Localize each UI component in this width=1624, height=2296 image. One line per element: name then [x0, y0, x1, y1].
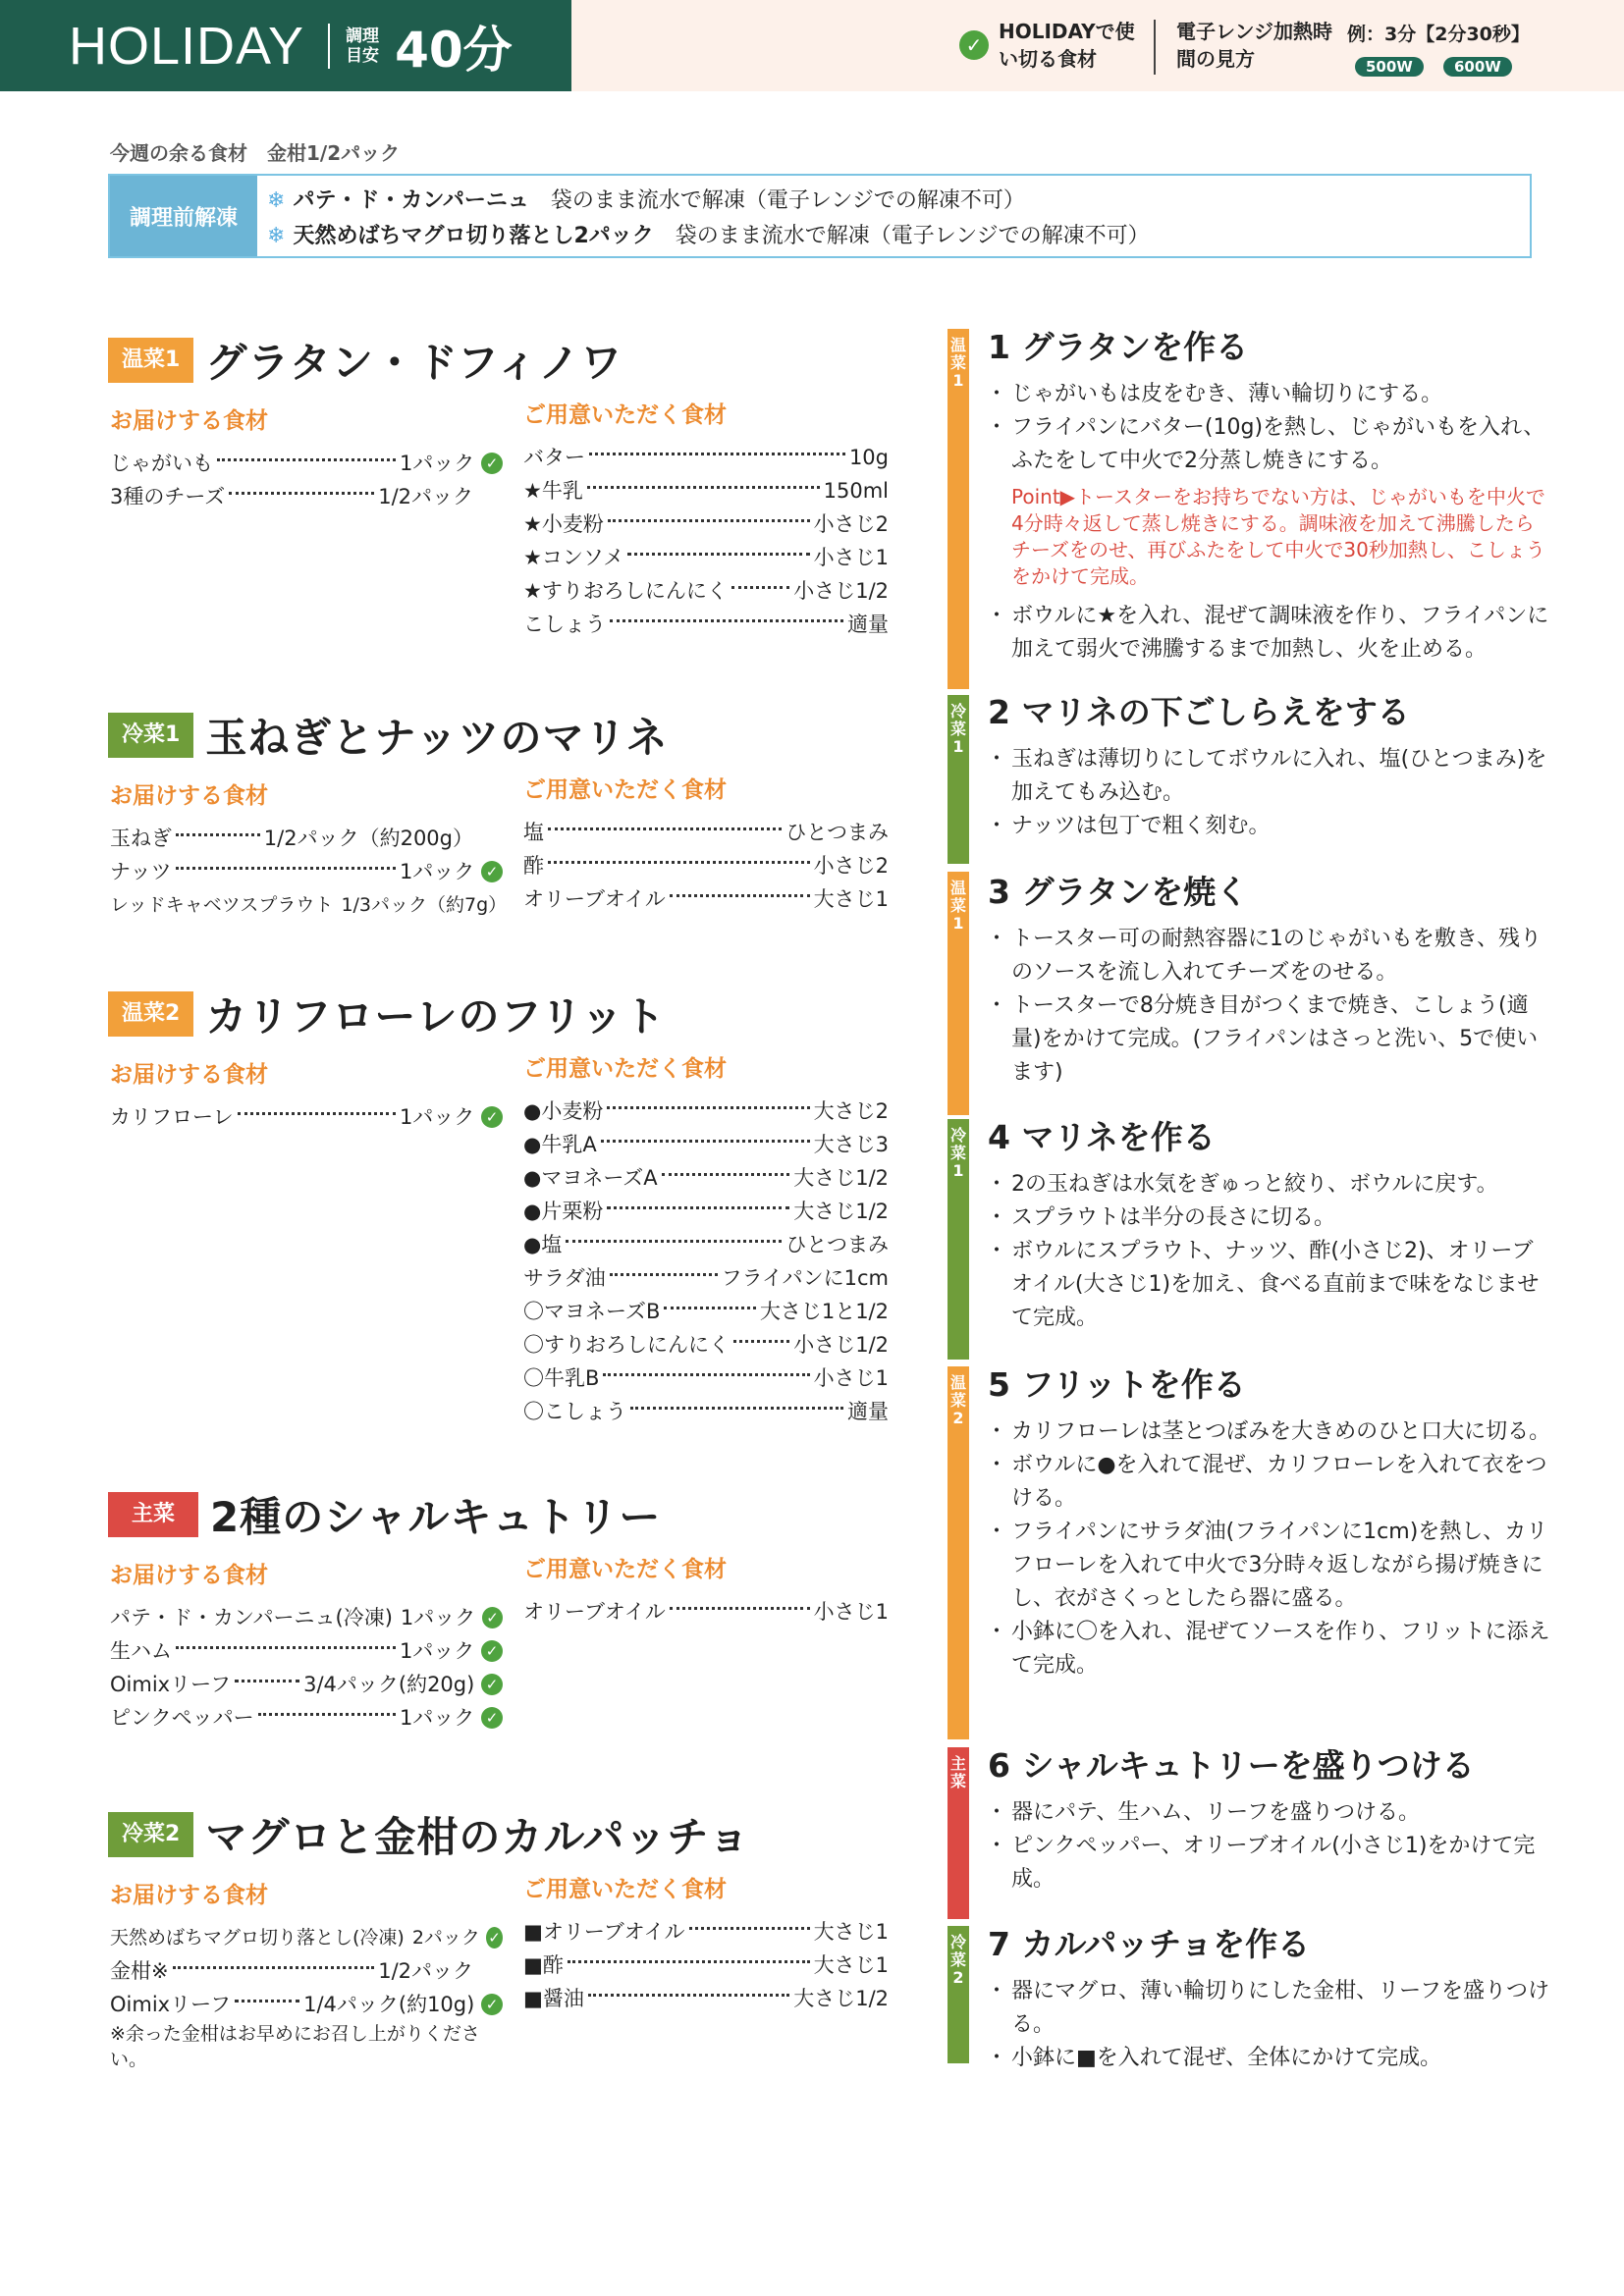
ingredient-name: レッドキャベツスプラウト — [110, 894, 334, 916]
step-item: ・ 2の玉ねぎは水気をぎゅっと絞り、ボウルに戻す。 — [988, 1168, 1552, 1201]
ingredient-qty: 2パック — [411, 1927, 480, 1949]
prepared-list — [523, 1050, 889, 1428]
legend-divider — [1154, 20, 1156, 75]
ingredient-qty: 小さじ2 — [813, 512, 889, 536]
ingredient-name: 酢 — [523, 854, 544, 878]
prepared-heading: ご用意いただく食材 — [523, 1056, 727, 1082]
thaw-row — [267, 219, 1150, 249]
ingredient-name: Oimixリーフ — [110, 1673, 232, 1696]
check-icon: ✓ — [481, 1106, 503, 1128]
check-icon: ✓ — [481, 1994, 503, 2015]
step-bar-label: 温菜1 — [949, 336, 966, 390]
ingredient-name: ●牛乳A — [523, 1133, 597, 1156]
cooking-time: 40分 — [395, 21, 513, 79]
step-bar-label: 温菜1 — [949, 879, 966, 933]
step-item: ・ フライパンにサラダ油(フライパンに1cm)を熱し、カリフローレを入れて中火で3分時々返しながら揚げ焼きにし、衣がさくっとしたら器に盛る。 — [988, 1516, 1552, 1616]
ingredient-name: ★牛乳 — [523, 479, 583, 503]
prepared-heading: ご用意いただく食材 — [523, 1557, 727, 1582]
check-icon: ✓ — [481, 453, 503, 474]
leftover-ingredients: 今週の余る食材 金柑1/2パック — [110, 141, 401, 165]
recipe-title: グラタン・ドフィノワ — [205, 339, 623, 387]
recipe-header — [108, 989, 893, 1039]
check-icon: ✓ — [486, 1927, 503, 1949]
ingredient-name: ●片栗粉 — [523, 1200, 604, 1223]
ingredient-row — [110, 1634, 503, 1668]
step-4 — [988, 1112, 1552, 1335]
step-bar-label: 温菜2 — [949, 1373, 966, 1427]
ingredient-name: 塩 — [523, 821, 544, 844]
ingredient-name: 〇こしょう — [523, 1400, 626, 1423]
ingredient-row — [523, 849, 889, 882]
ingredient-row — [110, 480, 473, 513]
ingredient-name: 玉ねぎ — [110, 827, 172, 850]
ingredient-qty: 1パック — [399, 1105, 475, 1129]
step-title: 7 カルパッチョを作る — [988, 1925, 1311, 1963]
ingredient-name: 3種のチーズ — [110, 485, 226, 508]
ingredient-name: ★小麦粉 — [523, 512, 604, 536]
dish-badge: 温菜1 — [108, 338, 193, 383]
delivered-list — [110, 1877, 503, 2072]
ingredient-row — [523, 1982, 889, 2015]
thaw-tag: 調理前解凍 — [110, 176, 257, 256]
ingredient-qty: 1/3パック（約7g） — [341, 894, 508, 916]
step-item: ・ トースター可の耐熱容器に1のじゃがいもを敷き、残りのソースを流し入れてチーズをのせる。 — [988, 923, 1552, 989]
check-icon: ✓ — [959, 30, 989, 60]
ingredient-qty: 大さじ3 — [813, 1133, 889, 1156]
ingredient-qty: 150ml — [823, 479, 889, 503]
ingredient-name: ■醤油 — [523, 1987, 584, 2010]
ingredient-name: カリフローレ — [110, 1105, 234, 1129]
ingredient-row — [523, 882, 889, 916]
recipe-title: カリフローレのフリット — [205, 992, 667, 1041]
step-item: ・ 小鉢に■を入れて混ぜ、全体にかけて完成。 — [988, 2042, 1552, 2075]
ingredient-qty: 小さじ1/2 — [793, 579, 889, 603]
step-3 — [988, 867, 1552, 1090]
ingredient-name: 生ハム — [110, 1639, 172, 1663]
ingredient-qty: 小さじ1 — [813, 546, 889, 569]
ingredient-qty: 1パック — [399, 860, 475, 883]
step-item: ・ ピンクペッパー、オリーブオイル(小さじ1)をかけて完成。 — [988, 1830, 1552, 1896]
ingredient-row — [110, 1668, 503, 1701]
step-bar-cold2 — [947, 1926, 969, 2063]
prepared-heading: ご用意いただく食材 — [523, 1877, 727, 1902]
ingredient-qty: 3/4パック(約20g) — [303, 1673, 475, 1696]
dish-badge: 冷菜2 — [108, 1812, 193, 1857]
ingredient-name: サラダ油 — [523, 1266, 606, 1290]
ingredient-row — [110, 888, 508, 922]
dish-badge: 主菜 — [108, 1492, 198, 1537]
ingredient-qty: 1パック — [399, 1639, 475, 1663]
delivered-heading: お届けする食材 — [110, 783, 268, 809]
ingredient-qty: ひとつまみ — [785, 1233, 889, 1256]
legend-use-up — [959, 18, 1136, 73]
ingredient-qty: 大さじ1/2 — [793, 1200, 889, 1223]
step-7 — [988, 1919, 1552, 2075]
ingredient-row — [110, 1701, 503, 1735]
step-item: ・ じゃがいもは皮をむき、薄い輪切りにする。 — [988, 378, 1552, 411]
check-icon: ✓ — [481, 1674, 503, 1695]
ingredient-name: ■オリーブオイル — [523, 1920, 685, 1944]
ingredient-qty: フライパンに1cm — [721, 1266, 889, 1290]
thaw-row — [267, 184, 1025, 214]
ingredient-row — [523, 574, 889, 608]
step-bar-cold1 — [947, 695, 969, 864]
ingredient-name: 天然めばちマグロ切り落とし(冷凍) — [110, 1927, 405, 1949]
check-icon: ✓ — [481, 1640, 503, 1662]
ingredient-row — [523, 1949, 889, 1982]
step-item: ・ ボウルにスプラウト、ナッツ、酢(小さじ2)、オリーブオイル(大さじ1)を加え、食べる直前まで味をなじませて完成。 — [988, 1235, 1552, 1335]
dish-badge: 温菜2 — [108, 991, 193, 1037]
recipe-title: マグロと金柑のカルパッチョ — [205, 1813, 751, 1861]
step-title: 1 グラタンを作る — [988, 328, 1249, 366]
ingredient-name: Oimixリーフ — [110, 1993, 232, 2016]
legend-microwave-text: 電子レンジ加熱時間の見方 — [1176, 20, 1332, 71]
delivered-heading: お届けする食材 — [110, 1883, 268, 1908]
step-item: ・ カリフローレは茎とつぼみを大きめのひと口大に切る。 — [988, 1415, 1552, 1449]
ingredient-row — [110, 1921, 503, 1954]
ingredient-row — [110, 1988, 503, 2021]
ingredient-row — [523, 1595, 889, 1629]
ingredient-row — [523, 1128, 889, 1161]
ingredient-name: オリーブオイル — [523, 887, 666, 911]
step-bar-hot1 — [947, 329, 969, 689]
ingredient-name: こしょう — [523, 613, 606, 636]
time-label: 調理目安 — [346, 26, 380, 66]
prepared-list — [523, 397, 889, 641]
ingredient-qty: 大さじ1 — [813, 1920, 889, 1944]
ingredient-name: ●マヨネーズA — [523, 1166, 658, 1190]
ingredient-row — [110, 1100, 503, 1134]
ingredient-qty: 適量 — [847, 1400, 889, 1423]
ingredient-row — [523, 816, 889, 849]
recipe-header — [108, 711, 893, 760]
ingredient-qty: 大さじ1 — [813, 1953, 889, 1977]
ingredient-row — [523, 1328, 889, 1362]
ingredient-qty: 小さじ1 — [813, 1600, 889, 1624]
ingredient-qty: 大さじ1/2 — [793, 1987, 889, 2010]
ingredient-name: 〇マヨネーズB — [523, 1300, 661, 1323]
ingredient-name: オリーブオイル — [523, 1600, 666, 1624]
step-point-note: Point▶トースターをお持ちでない方は、じゃがいもを中火で4分時々返して蒸し焼きにする。調味液を加えて沸騰したらチーズをのせ、再びふたをして中火で30秒加熱し、こしょうをかけて完成。 — [1011, 485, 1545, 588]
thaw-item-method: 袋のまま流水で解凍（電子レンジでの解凍不可） — [675, 224, 1150, 248]
microwave-example: 例：3分【2分30秒】 — [1347, 24, 1530, 45]
ingredient-qty: ひとつまみ — [785, 821, 889, 844]
ingredient-row — [523, 507, 889, 541]
ingredient-row — [523, 1261, 889, 1295]
snowflake-icon: ❄ — [267, 188, 286, 213]
recipe-fritters — [108, 989, 893, 1039]
ingredient-name: ★すりおろしにんにく — [523, 579, 728, 603]
recipe-title: 2種のシャルキュトリー — [210, 1493, 662, 1541]
ingredient-name: じゃがいも — [110, 452, 213, 475]
step-item: ・ ボウルに●を入れて混ぜ、カリフローレを入れて衣をつける。 — [988, 1449, 1552, 1516]
step-2 — [988, 687, 1552, 843]
ingredient-row — [523, 541, 889, 574]
ingredient-row — [523, 1295, 889, 1328]
delivered-heading: お届けする食材 — [110, 1062, 268, 1088]
ingredient-row — [110, 1601, 503, 1634]
prepared-heading: ご用意いただく食材 — [523, 777, 727, 803]
ingredient-qty: 10g — [848, 446, 889, 469]
ingredient-row — [523, 1195, 889, 1228]
ingredient-name: ナッツ — [110, 860, 172, 883]
step-item: ・ 器にマグロ、薄い輪切りにした金柑、リーフを盛りつける。 — [988, 1975, 1552, 2042]
ingredient-qty: 1パック — [400, 1606, 476, 1629]
ingredient-name: バター — [523, 446, 585, 469]
ingredient-name: パテ・ド・カンパーニュ(冷凍) — [110, 1606, 393, 1629]
ingredient-qty: 1/2パック — [378, 485, 473, 508]
ingredient-name: ★コンソメ — [523, 546, 624, 569]
ingredient-row — [523, 1095, 889, 1128]
ingredient-row — [110, 1954, 473, 1988]
delivered-list — [110, 1557, 503, 1735]
delivered-list — [110, 402, 503, 513]
ingredient-qty: 小さじ1/2 — [793, 1333, 889, 1357]
recipe-header — [108, 1810, 893, 1859]
legend-microwave — [1176, 18, 1343, 73]
step-1 — [988, 322, 1552, 667]
check-icon: ✓ — [481, 1707, 503, 1729]
ingredient-row — [523, 1362, 889, 1395]
delivered-heading: お届けする食材 — [110, 1563, 268, 1588]
step-item: ・ 小鉢に〇を入れ、混ぜてソースを作り、フリットに添えて完成。 — [988, 1616, 1552, 1682]
step-bar-label: 冷菜1 — [949, 702, 966, 756]
step-item: ・ 器にパテ、生ハム、リーフを盛りつける。 — [988, 1796, 1552, 1830]
thaw-item-name: パテ・ド・カンパーニュ — [293, 188, 529, 213]
watt-600-badge: 600W — [1443, 57, 1512, 77]
step-bar-cold1 — [947, 1119, 969, 1360]
step-bar-main — [947, 1747, 969, 1919]
ingredient-qty: 小さじ2 — [813, 854, 889, 878]
ingredient-qty: 1パック — [399, 452, 475, 475]
delivered-heading: お届けする食材 — [110, 408, 268, 434]
thaw-item-method: 袋のまま流水で解凍（電子レンジでの解凍不可） — [550, 188, 1025, 213]
recipe-gratin — [108, 336, 893, 385]
step-item: ・ トースターで8分焼き目がつくまで焼き、こしょう(適量)をかけて完成。(フライパンはさっと洗い、5で使います) — [988, 989, 1552, 1090]
snowflake-icon: ❄ — [267, 224, 286, 248]
step-bar-label: 冷菜2 — [949, 1933, 966, 1987]
leftover-note: ※余った金柑はお早めにお召し上がりください。 — [110, 2023, 480, 2070]
ingredient-qty: 小さじ1 — [813, 1366, 889, 1390]
step-item: ・ フライパンにバター(10g)を熱し、じゃがいもを入れ、ふたをして中火で2分蒸し焼きにする。 — [988, 411, 1552, 478]
step-5 — [988, 1360, 1552, 1682]
step-title: 5 フリットを作る — [988, 1365, 1246, 1404]
step-bar-label: 冷菜1 — [949, 1126, 966, 1180]
ingredient-qty: 1/4パック(約10g) — [303, 1993, 475, 2016]
prepared-heading: ご用意いただく食材 — [523, 402, 727, 428]
recipe-charcuterie — [108, 1490, 893, 1539]
step-title: 3 グラタンを焼く — [988, 873, 1249, 911]
ingredient-row — [523, 1161, 889, 1195]
ingredient-name: 〇すりおろしにんにく — [523, 1333, 730, 1357]
ingredient-name: ●小麦粉 — [523, 1099, 604, 1123]
ingredient-qty: 大さじ1/2 — [793, 1166, 889, 1190]
step-title: 4 マリネを作る — [988, 1118, 1216, 1156]
header — [0, 0, 1624, 91]
step-title: 6 シャルキュトリーを盛りつける — [988, 1746, 1475, 1785]
prepared-list — [523, 772, 889, 916]
brand-title: HOLIDAY — [69, 16, 305, 76]
ingredient-row — [523, 1228, 889, 1261]
thaw-item-name: 天然めばちマグロ切り落とし2パック — [293, 224, 654, 248]
step-item: ・ 玉ねぎは薄切りにしてボウルに入れ、塩(ひとつまみ)を加えてもみ込む。 — [988, 743, 1552, 810]
ingredient-qty: 大さじ2 — [813, 1099, 889, 1123]
ingredient-qty: 大さじ1と1/2 — [759, 1300, 889, 1323]
prepared-list — [523, 1551, 889, 1629]
brand-bar — [0, 0, 571, 91]
step-item: ・ ナッツは包丁で粗く刻む。 — [988, 810, 1552, 843]
step-title: 2 マリネの下ごしらえをする — [988, 693, 1410, 731]
ingredient-name: ■酢 — [523, 1953, 564, 1977]
ingredient-row — [523, 1915, 889, 1949]
dish-badge: 冷菜1 — [108, 713, 193, 758]
ingredient-qty: 適量 — [847, 613, 889, 636]
brand-divider — [328, 24, 330, 69]
recipe-carpaccio — [108, 1810, 893, 1859]
step-6 — [988, 1740, 1552, 1896]
ingredient-row — [523, 474, 889, 507]
watt-500-badge: 500W — [1355, 57, 1424, 77]
recipe-header — [108, 336, 893, 385]
delivered-list — [110, 1056, 503, 1134]
ingredient-row — [523, 441, 889, 474]
recipe-title: 玉ねぎとナッツのマリネ — [205, 714, 669, 762]
ingredient-name: 〇牛乳B — [523, 1366, 600, 1390]
step-bar-hot2 — [947, 1366, 969, 1739]
step-bar-label: 主菜 — [949, 1754, 966, 1790]
ingredient-row — [523, 1395, 889, 1428]
ingredient-qty: 1/2パック — [378, 1959, 473, 1983]
check-icon: ✓ — [482, 1607, 503, 1629]
step-item: ・ スプラウトは半分の長さに切る。 — [988, 1201, 1552, 1235]
thaw-box — [108, 174, 1532, 258]
ingredient-row — [110, 447, 503, 480]
ingredient-qty: 1パック — [399, 1706, 475, 1730]
delivered-list — [110, 777, 508, 922]
step-bar-hot1 — [947, 872, 969, 1115]
ingredient-name: ピンクペッパー — [110, 1706, 254, 1730]
ingredient-name: ●塩 — [523, 1233, 563, 1256]
recipe-header — [108, 1490, 893, 1539]
check-icon: ✓ — [481, 861, 503, 882]
recipe-marinade — [108, 711, 893, 760]
prepared-list — [523, 1871, 889, 2015]
ingredient-name: 金柑※ — [110, 1959, 169, 1983]
ingredient-qty: 大さじ1 — [813, 887, 889, 911]
legend-use-up-text: HOLIDAYで使い切る食材 — [999, 20, 1135, 71]
ingredient-row — [110, 855, 503, 888]
ingredient-row — [523, 608, 889, 641]
ingredient-qty: 1/2パック（約200g） — [263, 827, 473, 850]
step-item: ・ ボウルに★を入れ、混ぜて調味液を作り、フライパンに加えて弱火で沸騰するまで加熱し、火を止める。 — [988, 600, 1552, 667]
ingredient-row — [110, 822, 473, 855]
